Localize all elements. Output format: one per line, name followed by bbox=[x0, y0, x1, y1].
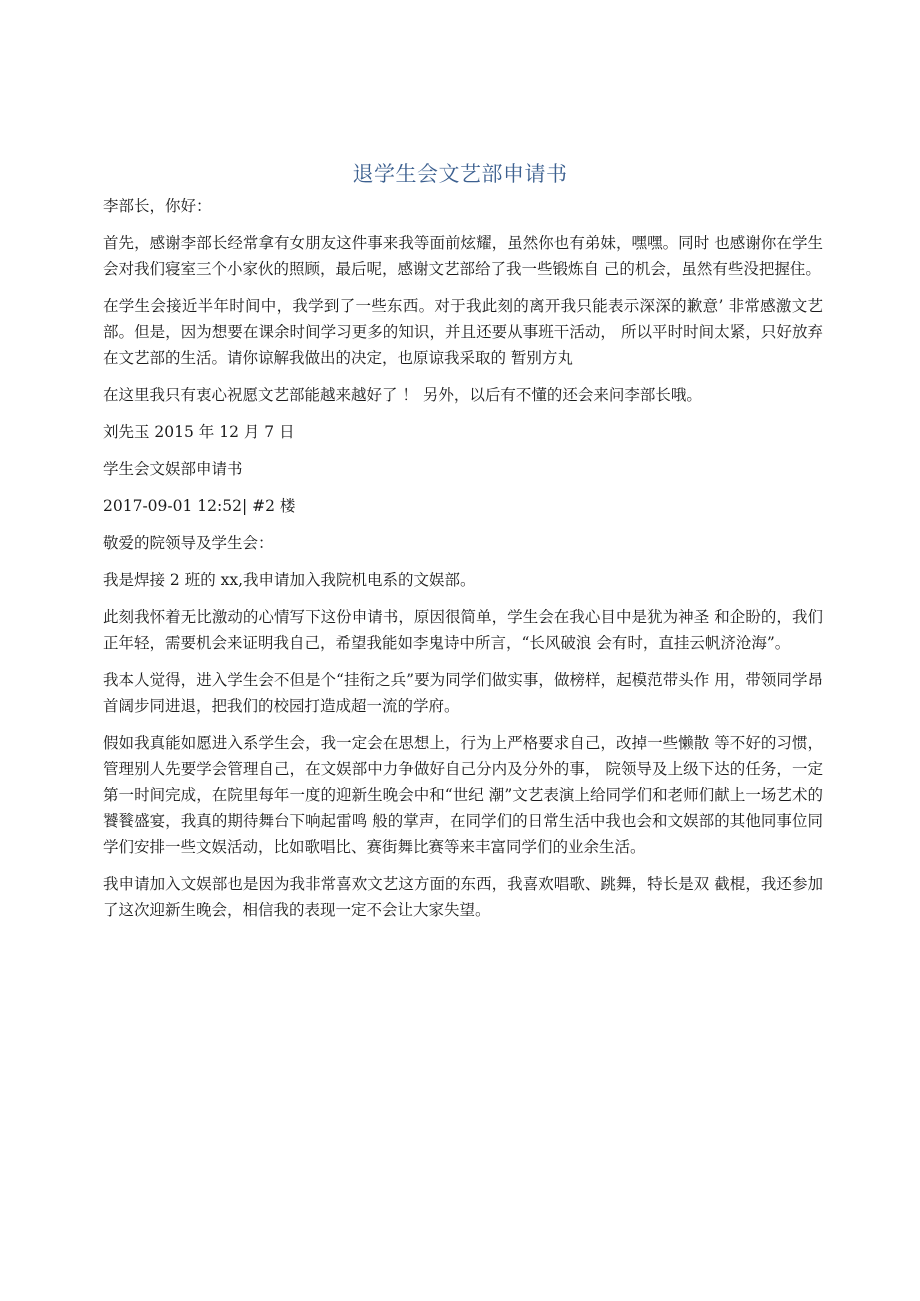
paragraph: 此刻我怀着无比激动的心情写下这份申请书，原因很简单，学生会在我心目中是犹为神圣 和企盼的，我们正年轻，需要机会来证明我自己，希望我能如李鬼诗中所言，“长风破浪 会有时，直挂云帆济沧海”。 bbox=[103, 608, 823, 652]
signature-date: 刘先玉 2015 年 12 月 7 日 bbox=[103, 423, 295, 441]
paragraph: 在学生会接近半年时间中，我学到了一些东西。对于我此刻的离开我只能表示深深的歉意’ 非常感激文艺部。但是，因为想要在课余时间学习更多的知识，并且还要从事班干活动， 所以平时时间太紧，只好放弃在文艺部的生活。请你谅解我做出的决定，也原谅我采取的 暂别方丸 bbox=[103, 297, 823, 367]
salutation: 李部长，你好： bbox=[103, 197, 212, 215]
document-body bbox=[103, 193, 823, 934]
post-meta: 2017-09-01 12:52| #2 楼 bbox=[103, 497, 296, 515]
paragraph: 首先，感谢李部长经常拿有女朋友这件事来我等面前炫耀，虽然你也有弟妹，嘿嘿。同时 也感谢你在学生会对我们寝室三个小家伙的照顾，最后呢，感谢文艺部给了我一些锻炼自 己的机会，虽然有些没把握住。 bbox=[103, 234, 823, 278]
paragraph: 我本人觉得，进入学生会不但是个“挂衔之兵”要为同学们做实事，做榜样，起模范带头作 用，带领同学昂首阔步同进退，把我们的校园打造成超一流的学府。 bbox=[103, 671, 823, 715]
paragraph: 我是焊接 2 班的 xx,我申请加入我院机电系的文娱部。 bbox=[103, 571, 476, 589]
paragraph: 我申请加入文娱部也是因为我非常喜欢文艺这方面的东西，我喜欢唱歌、跳舞，特长是双 截棍，我还参加了这次迎新生晚会，相信我的表现一定不会让大家失望。 bbox=[103, 875, 823, 919]
section-title: 学生会文娱部申请书 bbox=[103, 460, 243, 478]
paragraph: 在这里我只有衷心祝愿文艺部能越来越好了 ！ 另外，以后有不懂的还会来问李部长哦。 bbox=[103, 386, 702, 404]
paragraph: 假如我真能如愿进入系学生会，我一定会在思想上，行为上严格要求自己，改掉一些懒散 等不好的习惯，管理别人先要学会管理自己，在文娱部中力争做好自己分内及分外的事， 院领导及上级下达的任务，一定第一时间完成，在院里每年一度的迎新生晚会中和“世纪 潮”文艺表演上给同学们和老师们献上一场艺术的饕餮盛宴，我真的期待舞台下响起雷鸣 般的掌声，在同学们的日常生活中我也会和文娱部的其他同事位同学们安排一些文娱活动，比如歌唱比、赛街舞比赛等来丰富同学们的业余生活。 bbox=[103, 734, 823, 856]
salutation: 敬爱的院领导及学生会： bbox=[103, 534, 274, 552]
document-title: 退学生会文艺部申请书 bbox=[352, 162, 568, 186]
